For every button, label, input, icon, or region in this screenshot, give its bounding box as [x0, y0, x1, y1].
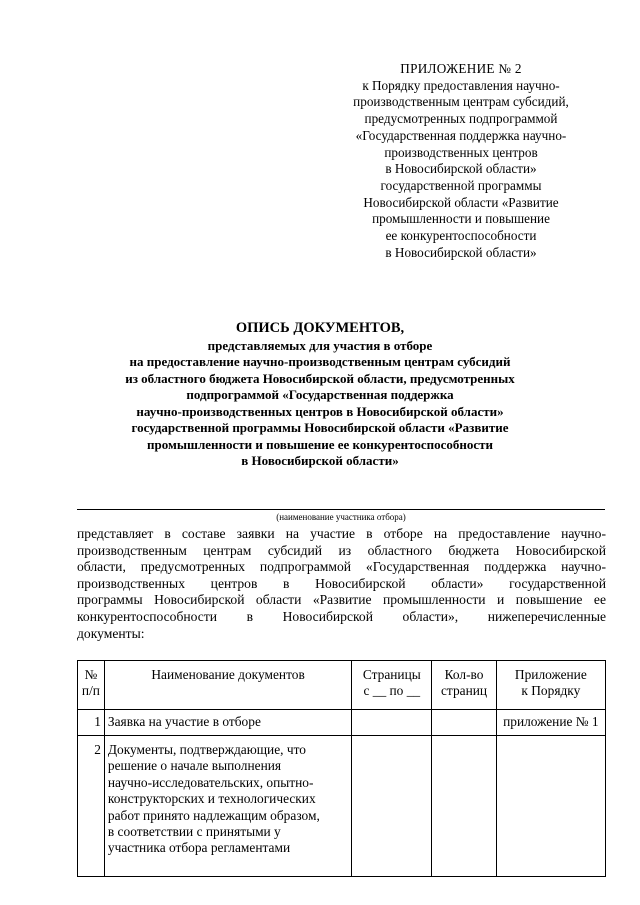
table-header-row [78, 661, 606, 710]
header-num: № п/п [78, 661, 105, 710]
row-num: 2 [78, 736, 105, 877]
appendix-heading: ПРИЛОЖЕНИЕ № 2 [400, 61, 522, 76]
table-row [78, 710, 606, 736]
appendix-line: предусмотренных подпрограммой [364, 111, 558, 127]
title-line: из областного бюджета Новосибирской области, предусмотренных [125, 370, 515, 386]
row-pages [352, 736, 432, 877]
appendix-line: производственным центрам субсидий, [353, 94, 569, 110]
participant-name-line [77, 509, 605, 510]
header-count: Кол-во страниц [432, 661, 496, 710]
appendix-line: в Новосибирской области» [385, 161, 537, 177]
paragraph-line: документы: [77, 625, 145, 641]
row-num: 1 [78, 710, 105, 736]
row-count [432, 710, 496, 736]
paragraph-line: области, предусмотренных подпрограммой «Государственная поддержка научно- [77, 559, 606, 575]
title-line: представляемых для участия в отборе [207, 337, 433, 353]
row-name: Заявка на участие в отборе [104, 710, 351, 736]
documents-table [77, 660, 606, 877]
title-main: ОПИСЬ ДОКУМЕНТОВ, [235, 320, 405, 336]
row-pages [352, 710, 432, 736]
table-row [78, 736, 606, 877]
appendix-line: промышленности и повышение [372, 211, 550, 227]
intro-paragraph [77, 526, 606, 642]
appendix-line: ее конкурентоспособности [385, 228, 537, 244]
title-line: научно-производственных центров в Новосибирской области» [136, 403, 504, 419]
row-appendix [496, 736, 605, 877]
paragraph-line: производственным центрам субсидий из областного бюджета Новосибирской [77, 542, 606, 558]
row-name: Документы, подтверждающие, что решение о начале выполнения научно-исследовательских, опытно- конструкторских и технологических работ принято надлежащим образом, в соответствии с принятыми у участника отбора регламентами [104, 736, 351, 877]
paragraph-line: представляет в составе заявки на участие в отборе на предоставление научно- [77, 526, 606, 541]
document-title [60, 320, 580, 470]
participant-caption: (наименование участника отбора) [276, 512, 406, 522]
header-appendix: Приложение к Порядку [496, 661, 605, 710]
paragraph-line: производственных центров в Новосибирской области» государственной [77, 575, 606, 591]
header-name: Наименование документов [104, 661, 351, 710]
title-line: государственной программы Новосибирской области «Развитие [131, 420, 509, 435]
header-pages: Страницы с __ по __ [352, 661, 432, 710]
appendix-line: Новосибирской области «Развитие [363, 194, 559, 210]
paragraph-line: конкурентоспособности в Новосибирской области», нижеперечисленные [77, 608, 606, 624]
appendix-line: «Государственная поддержка научно- [355, 127, 567, 143]
title-line: в Новосибирской области» [241, 453, 399, 468]
title-line: подпрограммой «Государственная поддержка [186, 387, 454, 402]
appendix-line: к Порядку предоставления научно- [362, 77, 560, 93]
appendix-line: государственной программы [380, 177, 542, 193]
title-line: на предоставление научно-производственным центрам субсидий [129, 354, 511, 369]
paragraph-line: программы Новосибирской области «Развитие промышленности и повышение ее [77, 592, 606, 608]
appendix-line: в Новосибирской области» [385, 244, 537, 260]
title-line: промышленности и повышение ее конкурентоспособности [147, 436, 493, 452]
appendix-block [330, 61, 592, 261]
appendix-line: производственных центров [384, 144, 538, 160]
row-appendix: приложение № 1 [496, 710, 605, 736]
row-count [432, 736, 496, 877]
